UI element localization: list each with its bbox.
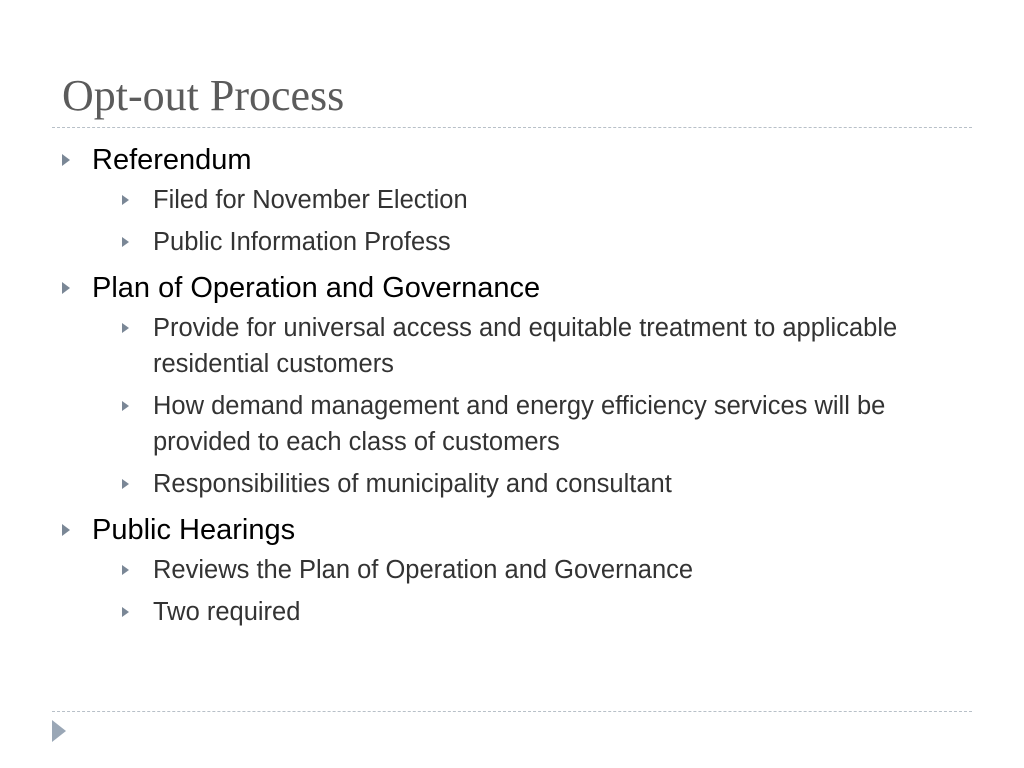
- bullet-text: Plan of Operation and Governance: [92, 272, 541, 304]
- sub-bullet-arrow-icon: [122, 195, 129, 205]
- sub-bullet-arrow-icon: [122, 607, 129, 617]
- bullet-arrow-icon: [62, 524, 70, 536]
- bullet-arrow-icon: [62, 282, 70, 294]
- bullet-text: Referendum: [92, 144, 252, 176]
- sub-bullet-item: [122, 182, 962, 218]
- sub-bullet-arrow-icon: [122, 323, 129, 333]
- sub-bullet-text: Provide for universal access and equitable treatment to applicable residential customers: [153, 314, 898, 378]
- sub-bullet-text: Two required: [153, 598, 301, 626]
- sub-bullet-text: How demand management and energy efficiency services will be provided to each class of customers: [153, 392, 886, 456]
- sub-bullet-arrow-icon: [122, 237, 129, 247]
- sub-bullet-arrow-icon: [122, 401, 129, 411]
- sub-bullet-arrow-icon: [122, 479, 129, 489]
- sub-bullet-item: [122, 552, 962, 588]
- title-divider: [52, 127, 972, 128]
- sub-bullet-item: [122, 388, 962, 460]
- bullet-list: [62, 142, 962, 630]
- sub-bullet-item: [122, 310, 962, 382]
- bullet-arrow-icon: [62, 154, 70, 166]
- slide-title: Opt-out Process: [62, 71, 345, 120]
- bullet-text: Public Hearings: [92, 514, 296, 546]
- sub-bullet-text: Filed for November Election: [153, 186, 468, 214]
- sub-bullet-arrow-icon: [122, 565, 129, 575]
- bullet-item: [62, 270, 962, 502]
- bullet-item: [62, 512, 962, 630]
- sub-bullet-text: Reviews the Plan of Operation and Governance: [153, 556, 694, 584]
- sub-bullet-text: Public Information Profess: [153, 228, 451, 256]
- sub-bullet-item: [122, 466, 962, 502]
- sub-bullet-list: [92, 552, 962, 630]
- sub-bullet-item: [122, 224, 962, 260]
- play-arrow-icon[interactable]: [52, 720, 66, 742]
- sub-bullet-list: [92, 310, 962, 502]
- bullet-item: [62, 142, 962, 260]
- sub-bullet-text: Responsibilities of municipality and consultant: [153, 470, 672, 498]
- sub-bullet-item: [122, 594, 962, 630]
- footer-divider: [52, 711, 972, 712]
- sub-bullet-list: [92, 182, 962, 260]
